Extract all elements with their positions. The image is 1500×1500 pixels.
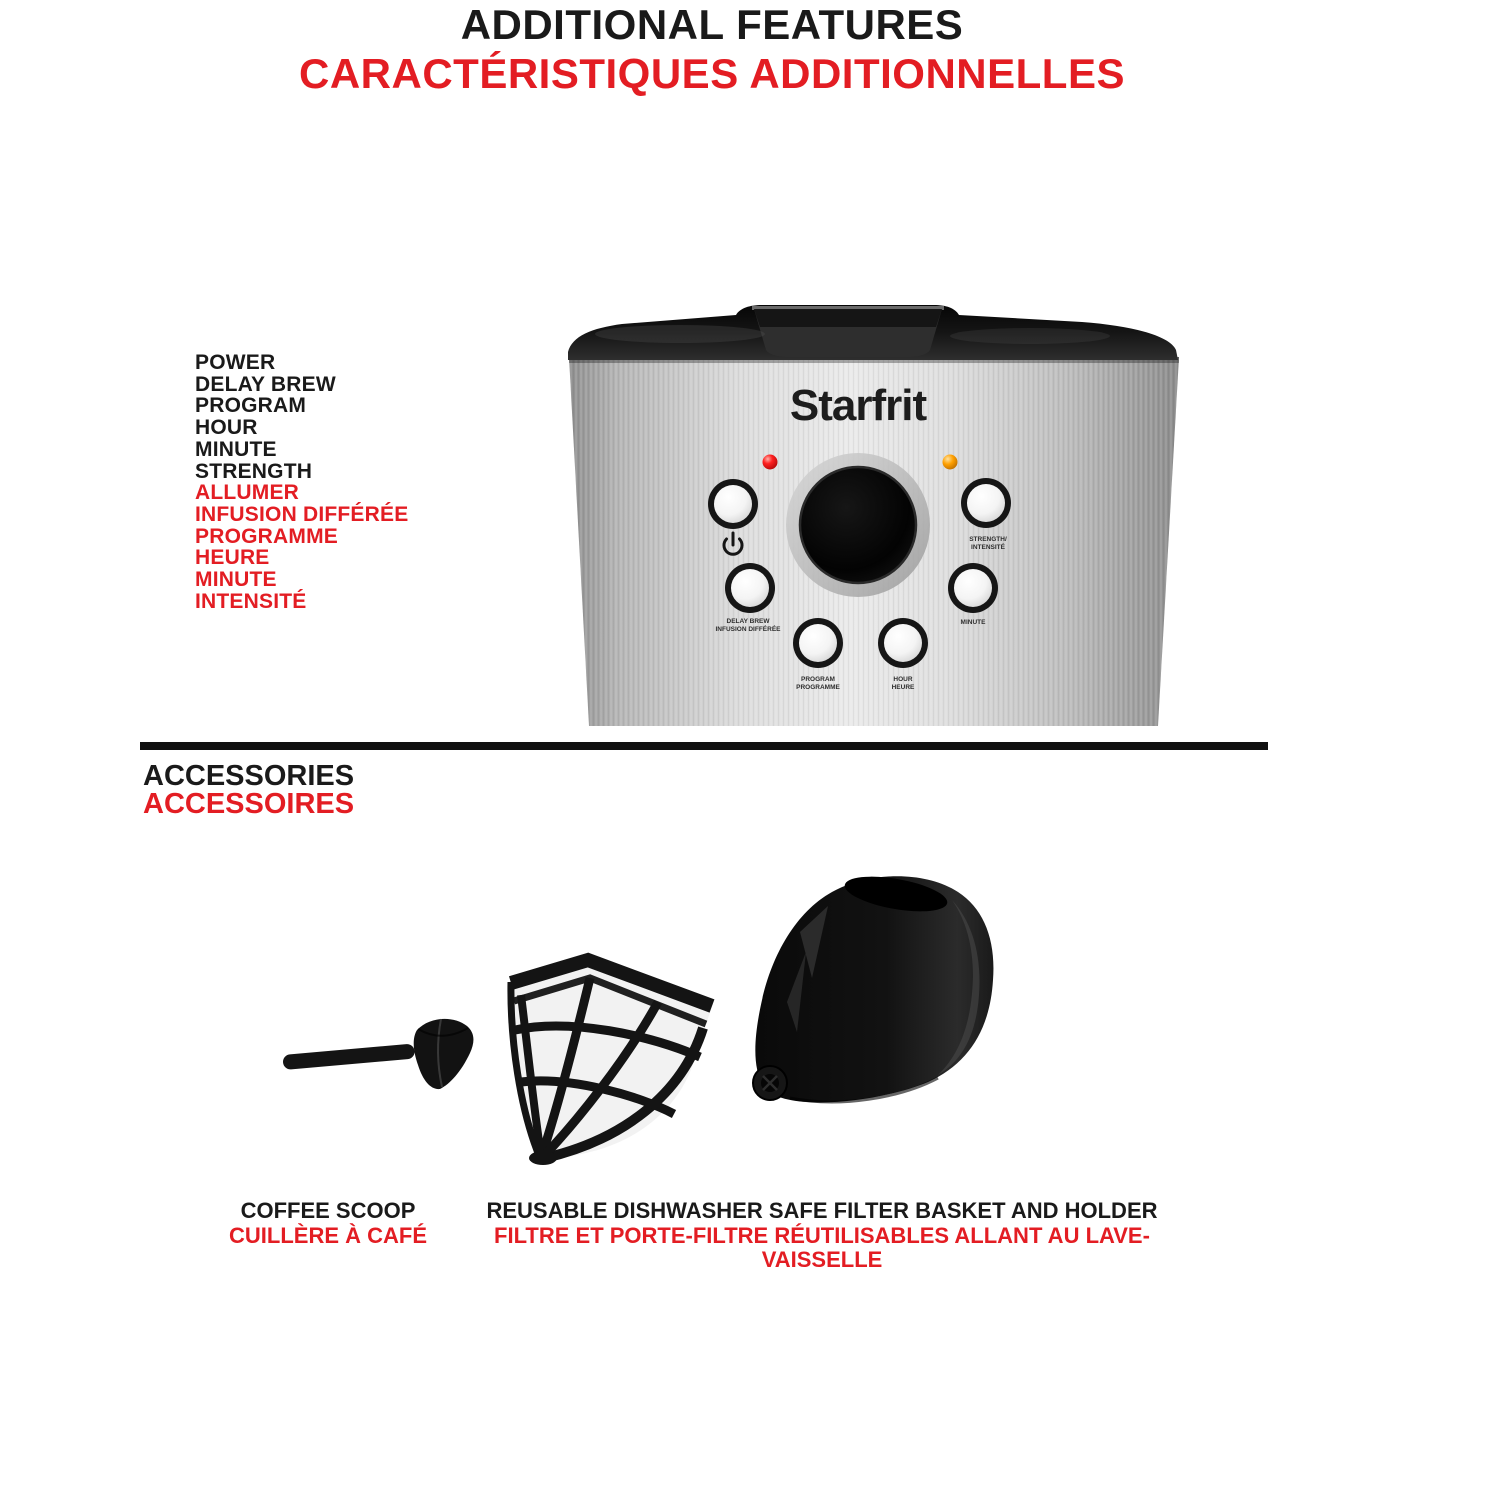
feature-item-fr: MINUTE	[195, 568, 277, 592]
feature-item-fr: INTENSITÉ	[195, 589, 307, 613]
minute-button	[948, 563, 998, 613]
clock-display	[786, 453, 930, 597]
accessories-header-en: ACCESSORIES	[143, 760, 355, 792]
feature-list	[195, 352, 408, 612]
feature-item: HOUR	[195, 416, 258, 440]
coffee-scoop	[282, 1019, 473, 1089]
filter-caption	[472, 1199, 1172, 1273]
feature-item: DELAY BREW	[195, 372, 336, 396]
filter-basket	[511, 958, 713, 1165]
delay-label-fr: INFUSION DIFFÉRÉE	[715, 626, 781, 633]
hour-label: HOUR	[893, 676, 913, 683]
feature-item: STRENGTH	[195, 459, 313, 483]
feature-item: PROGRAM	[195, 394, 307, 418]
machine-lid	[568, 305, 1178, 360]
feature-item: POWER	[195, 351, 276, 374]
delay-label: DELAY BREW	[726, 618, 770, 625]
scoop-caption	[178, 1199, 478, 1248]
scoop-caption-en: COFFEE SCOOP	[240, 1198, 416, 1223]
feature-item-fr: INFUSION DIFFÉRÉE	[195, 502, 409, 526]
led-amber	[943, 455, 958, 470]
feature-item: MINUTE	[195, 437, 277, 461]
led-red	[763, 455, 778, 470]
feature-item-fr: ALLUMER	[195, 481, 300, 505]
page-title-block	[0, 0, 1424, 98]
filter-caption-fr: FILTRE ET PORTE-FILTRE RÉUTILISABLES ALLANT AU LAVE-VAISSELLE	[494, 1222, 1150, 1272]
accessories-header	[143, 760, 355, 820]
page-title: ADDITIONAL FEATURES	[460, 1, 964, 48]
hour-label-fr: HEURE	[891, 684, 915, 691]
brand-logo: Starfrit	[789, 381, 927, 430]
hour-button	[878, 618, 928, 668]
accessories-header-fr: ACCESSOIRES	[143, 787, 355, 820]
strength-label-fr: INTENSITÉ	[971, 544, 1005, 551]
program-label: PROGRAM	[801, 676, 835, 683]
accessories-image	[250, 860, 1030, 1180]
filter-holder	[753, 870, 993, 1102]
strength-button	[961, 478, 1011, 528]
feature-item-fr: PROGRAMME	[195, 524, 338, 548]
delay-brew-button	[725, 563, 775, 613]
page-title-french: CARACTÉRISTIQUES ADDITIONNELLES	[299, 50, 1125, 97]
program-button	[793, 618, 843, 668]
filter-caption-en: REUSABLE DISHWASHER SAFE FILTER BASKET AND HOLDER	[486, 1198, 1158, 1223]
strength-label: STRENGTH/	[969, 536, 1007, 543]
minute-label: MINUTE	[960, 619, 986, 626]
filter-holder-valve	[753, 1066, 787, 1100]
scoop-caption-fr: CUILLÈRE À CAFÉ	[229, 1222, 427, 1248]
power-button	[708, 479, 758, 529]
coffee-maker-image	[540, 296, 1200, 740]
feature-item-fr: HEURE	[195, 546, 270, 570]
program-label-fr: PROGRAMME	[796, 684, 840, 691]
section-divider	[140, 742, 1268, 750]
